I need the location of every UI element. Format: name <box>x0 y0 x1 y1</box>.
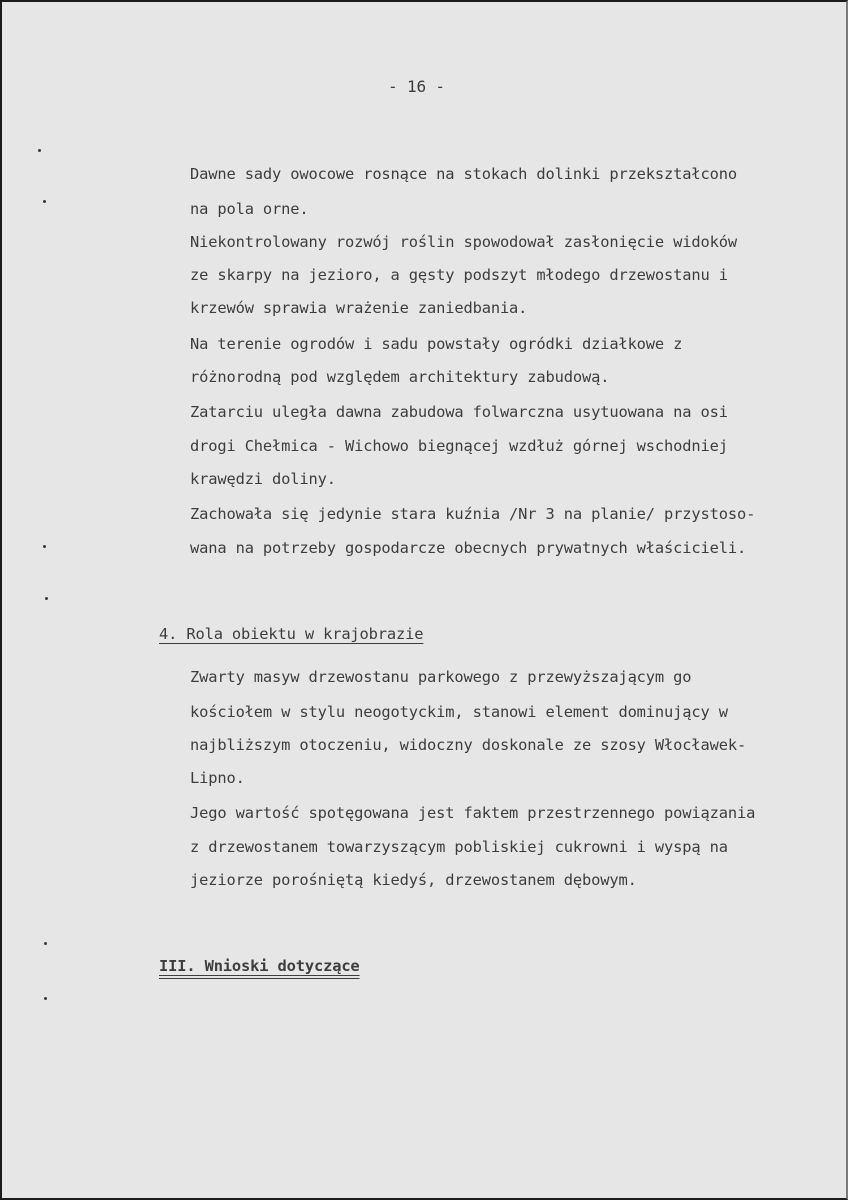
margin-mark <box>43 545 46 548</box>
text-line: drogi Chełmica - Wichowo biegnącej wzdłuż górnej wschodniej <box>190 437 728 455</box>
text-line: Zachowała się jedynie stara kuźnia /Nr 3 na planie/ przystoso- <box>190 505 756 523</box>
text-line: z drzewostanem towarzyszącym pobliskiej cukrowni i wyspą na <box>190 838 728 856</box>
text-line: krawędzi doliny. <box>190 470 336 488</box>
text-line: różnorodną pod względem architektury zabudową. <box>190 368 610 386</box>
text-line: Na terenie ogrodów i sadu powstały ogródki działkowe z <box>190 335 683 353</box>
text-line: Zwarty masyw drzewostanu parkowego z przewyższającym go <box>190 668 692 686</box>
text-line: jeziorze porośniętą kiedyś, drzewostanem dębowym. <box>190 871 637 889</box>
section-heading: III. Wnioski dotyczące <box>159 957 360 975</box>
text-line: Jego wartość spotęgowana jest faktem przestrzennego powiązania <box>190 804 756 822</box>
margin-mark <box>45 597 48 600</box>
text-line: najbliższym otoczeniu, widoczny doskonale ze szosy Włocławek- <box>190 736 747 754</box>
margin-mark <box>44 997 47 1000</box>
text-line: Lipno. <box>190 769 245 787</box>
margin-mark <box>43 200 46 203</box>
margin-mark <box>44 942 47 945</box>
text-line: Niekontrolowany rozwój roślin spowodował zasłonięcie widoków <box>190 233 737 251</box>
text-line: ze skarpy na jezioro, a gęsty podszyt młodego drzewostanu i <box>190 266 728 284</box>
text-line: na pola orne. <box>190 200 309 218</box>
section-heading: 4. Rola obiektu w krajobrazie <box>159 625 424 643</box>
text-line: Dawne sady owocowe rosnące na stokach dolinki przekształcono <box>190 165 737 183</box>
text-line: kościołem w stylu neogotyckim, stanowi element dominujący w <box>190 703 728 721</box>
text-line: wana na potrzeby gospodarcze obecnych prywatnych właścicieli. <box>190 539 747 557</box>
page-number: - 16 - <box>388 77 445 96</box>
text-line: krzewów sprawia wrażenie zaniedbania. <box>190 299 528 317</box>
margin-mark <box>38 149 41 152</box>
text-line: Zatarciu uległa dawna zabudowa folwarczna usytuowana na osi <box>190 403 728 421</box>
